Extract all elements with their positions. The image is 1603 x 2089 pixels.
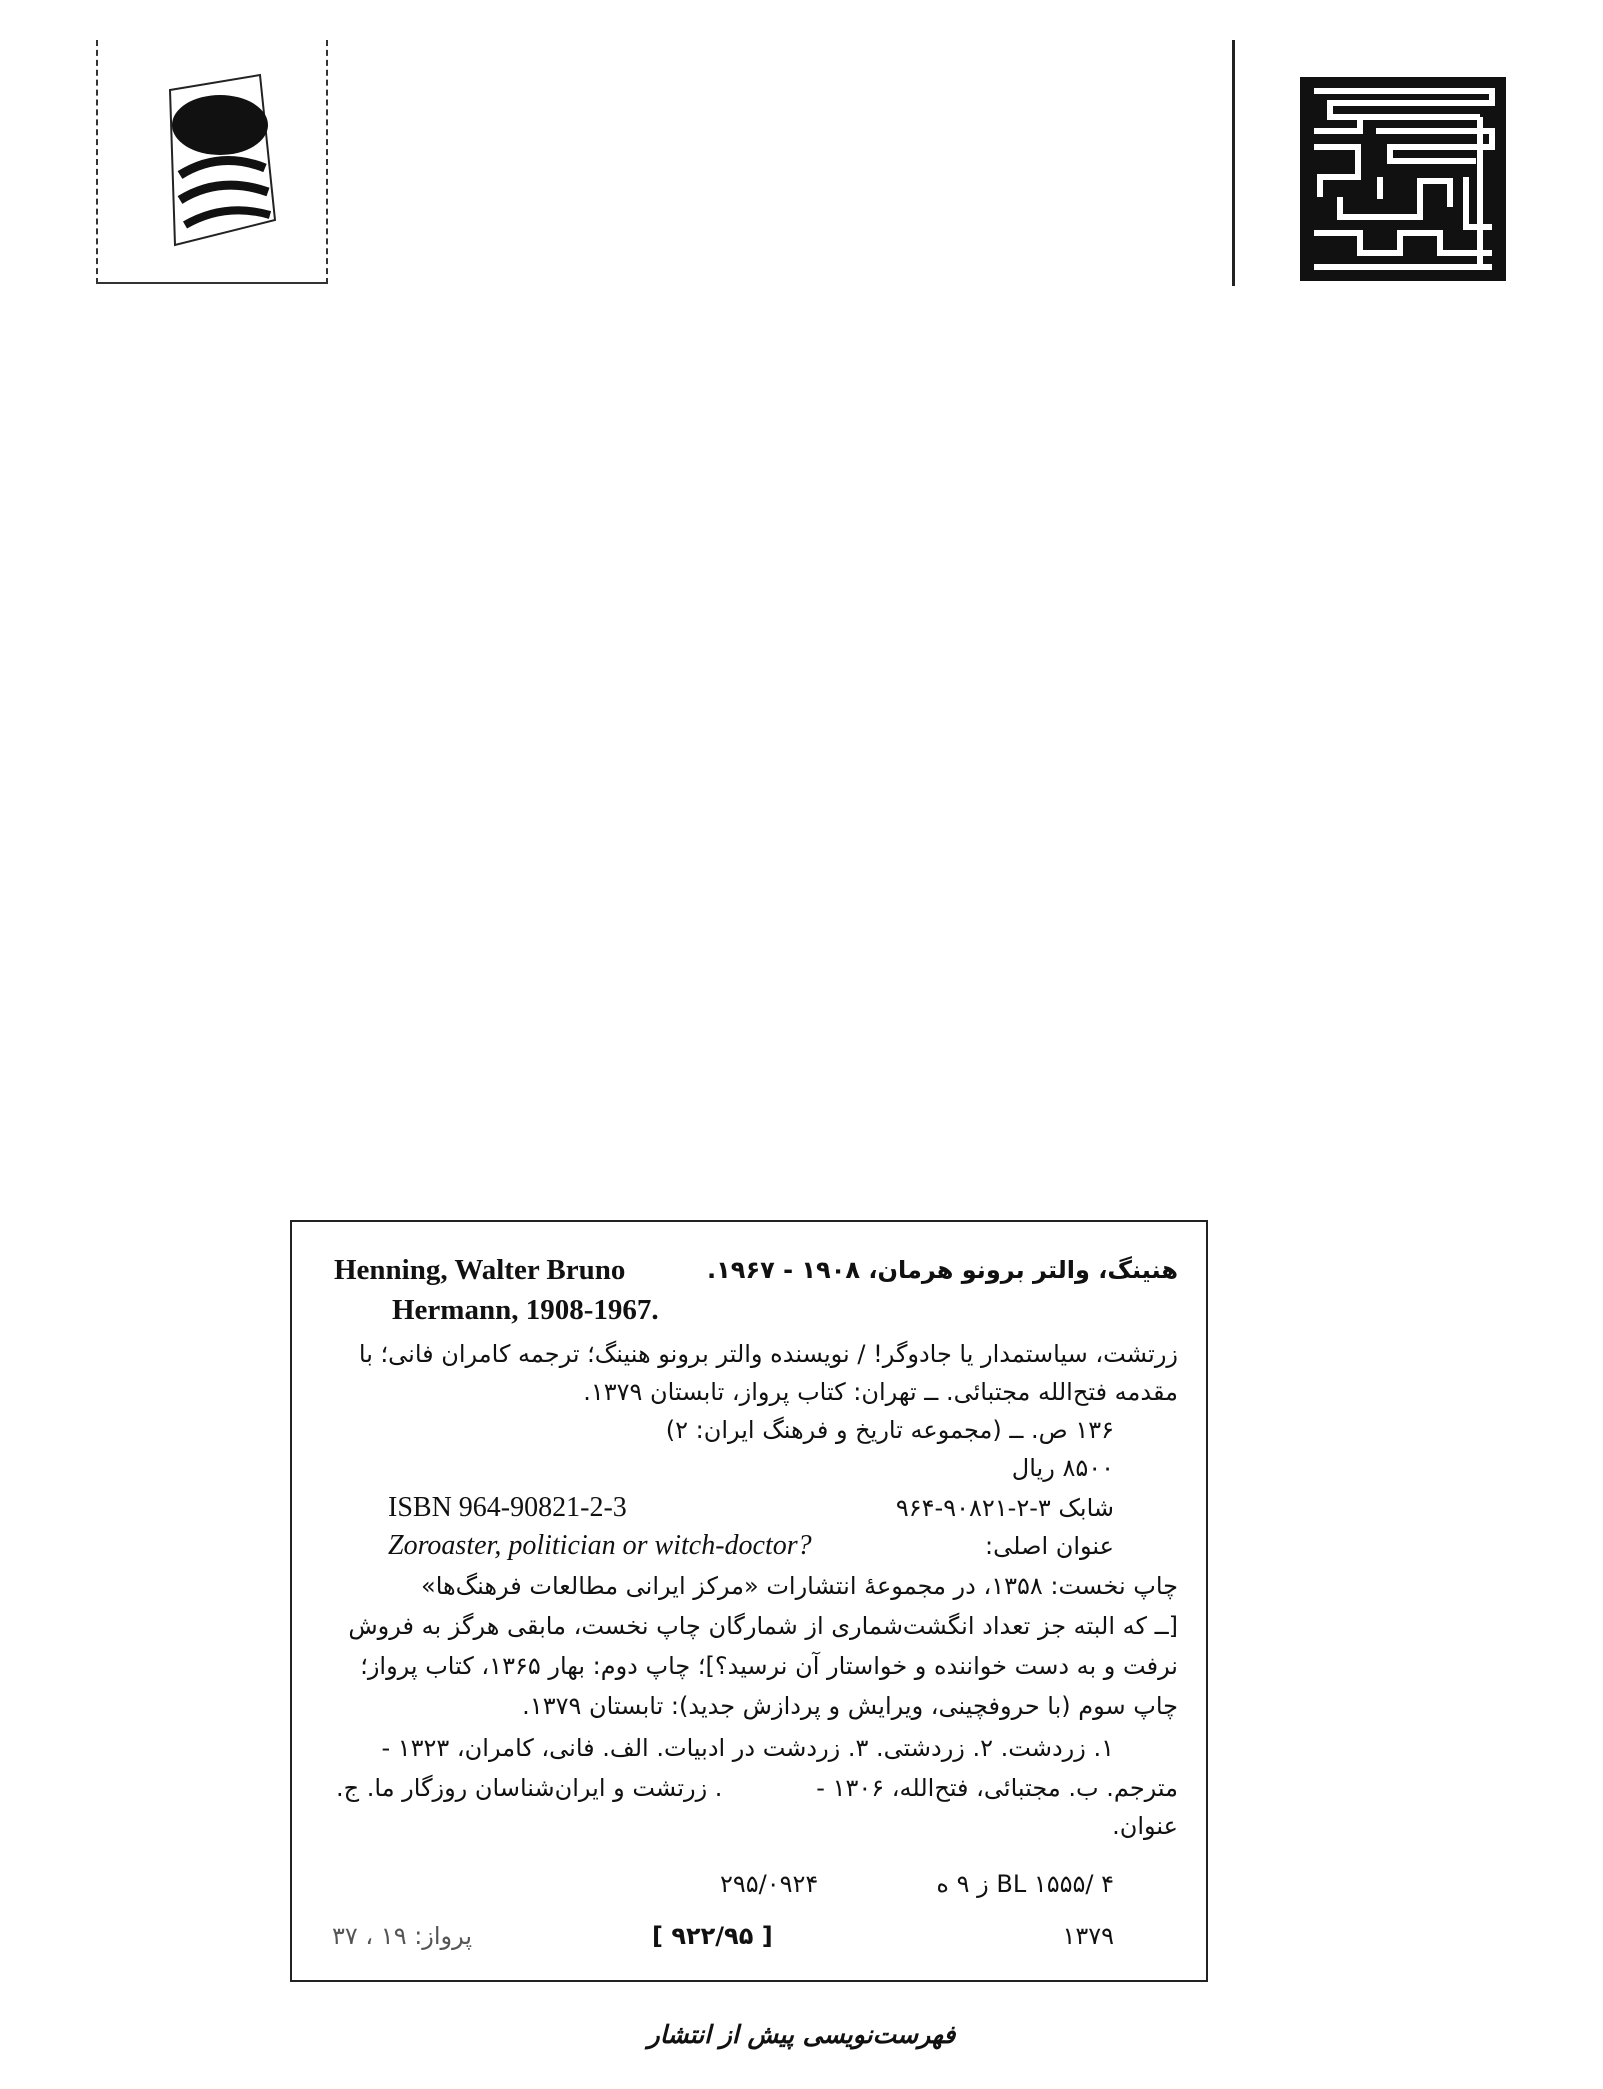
year: ۱۳۷۹: [1062, 1922, 1114, 1950]
publisher-code: پرواز: ۱۹ ، ۳۷: [332, 1922, 473, 1950]
edition-line1: چاپ نخست: ۱۳۵۸، در مجموعهٔ انتشارات «مرکز ایرانی مطالعات فرهنگ‌ها»: [421, 1572, 1178, 1600]
kufic-emblem-icon: [1300, 77, 1506, 281]
author-en-line1: Henning, Walter Bruno: [334, 1254, 626, 1286]
publisher-logo-icon: [140, 70, 290, 260]
pages-series: ۱۳۶ ص. ــ (مجموعه تاریخ و فرهنگ ایران: ۲): [665, 1416, 1114, 1444]
edition-line2: [ــ که البته جز تعداد انگشت‌شماری از شمارگان چاپ نخست، مابقی هرگز به فروش: [348, 1612, 1178, 1640]
author-en-line2: Hermann, 1908-1967.: [392, 1294, 659, 1326]
subjects-line3: عنوان.: [1112, 1812, 1178, 1840]
original-title: Zoroaster, politician or witch-doctor?: [388, 1530, 812, 1561]
publisher-logo: [96, 40, 328, 284]
subjects-line2-right: مترجم. ب. مجتبائی، فتح‌الله، ۱۳۰۶ -: [816, 1774, 1178, 1802]
title-line1: زرتشت، سیاستمدار یا جادوگر! / نویسنده والتر برونو هنینگ؛ ترجمه کامران فانی؛ با: [358, 1340, 1178, 1368]
title-line2: مقدمه فتح‌الله مجتبائی. ــ تهران: کتاب پرواز، تابستان ۱۳۷۹.: [583, 1378, 1178, 1406]
vertical-divider: [1232, 40, 1235, 286]
cip-card: [290, 1220, 1208, 1982]
class-lc: BL ۱۵۵۵/ ۴ ز ۹ ه: [936, 1870, 1114, 1898]
isbn-fa: شابک ۳-۲-۹۰۸۲۱-۹۶۴: [895, 1494, 1114, 1522]
original-title-label: عنوان اصلی:: [985, 1532, 1114, 1560]
subjects-line1: ۱. زردشت. ۲. زردشتی. ۳. زردشت در ادبیات. الف. فانی، کامران، ۱۳۲۳ -: [381, 1734, 1114, 1762]
author-fa: هنینگ، والتر برونو هرمان، ۱۹۰۸ - ۱۹۶۷.: [707, 1256, 1178, 1284]
dewey-bracket: [ ۹۲۲/۹۵ ]: [652, 1922, 773, 1950]
subjects-line2-left: . زرتشت و ایران‌شناسان روزگار ما. ج.: [336, 1774, 723, 1802]
isbn-en: ISBN 964-90821-2-3: [388, 1492, 627, 1523]
edition-line4: چاپ سوم (با حروفچینی، ویرایش و پردازش جدید): تابستان ۱۳۷۹.: [522, 1692, 1178, 1720]
edition-line3: نرفت و به دست خواننده و خواستار آن نرسید؟]؛ چاپ دوم: بهار ۱۳۶۵، کتاب پرواز؛: [360, 1652, 1178, 1680]
cip-caption: فهرست‌نویسی پیش از انتشار: [647, 2020, 956, 2049]
price: ۸۵۰۰ ریال: [1011, 1454, 1114, 1482]
class-dewey: ۲۹۵/۰۹۲۴: [720, 1870, 819, 1898]
